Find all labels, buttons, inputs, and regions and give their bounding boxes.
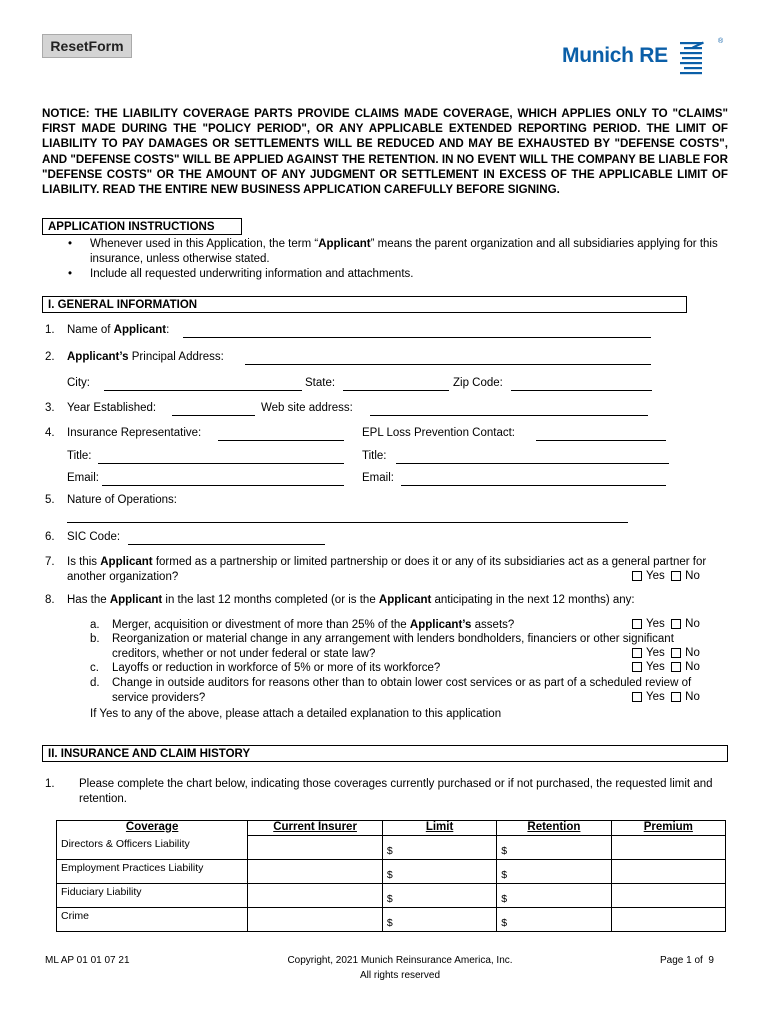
q8c-yes-checkbox[interactable]: [632, 662, 642, 672]
applicant-name-field[interactable]: [183, 326, 651, 338]
table-row: [57, 884, 726, 908]
instruction-item: • Include all requested underwriting information and attachments.: [64, 267, 764, 282]
principal-address-field[interactable]: [245, 353, 651, 365]
instructions-header: APPLICATION INSTRUCTIONS: [42, 218, 242, 235]
question-8a: a. Merger, acquisition or divestment of more than 25% of the Applicant’s assets?: [90, 619, 515, 631]
rep-title-label: Title:: [67, 450, 92, 462]
retention-cell[interactable]: $: [497, 884, 611, 908]
instructions-list: [64, 237, 764, 282]
epl-title-field[interactable]: [396, 452, 669, 464]
reset-form-button[interactable]: ResetForm: [42, 34, 132, 58]
epl-contact-label: EPL Loss Prevention Contact:: [362, 427, 515, 439]
city-label: City:: [67, 377, 90, 389]
q8d-no-checkbox[interactable]: [671, 692, 681, 702]
website-field[interactable]: [370, 404, 648, 416]
state-field[interactable]: [343, 379, 449, 391]
zip-label: Zip Code:: [453, 377, 503, 389]
if-yes-note: If Yes to any of the above, please attach a detailed explanation to this application: [90, 708, 502, 720]
coverage-name: Crime: [57, 908, 248, 932]
question-8b: b. Reorganization or material change in any arrangement with lenders bondholders, financiers or other significant creditors, whether or not under federal or state law?: [90, 633, 674, 660]
sic-code-field[interactable]: [128, 533, 325, 545]
question-2: 2. Applicant’s Principal Address:: [45, 351, 224, 363]
q7-no-checkbox[interactable]: [671, 571, 681, 581]
q8d-yes-no: Yes No: [632, 691, 700, 703]
rep-email-field[interactable]: [102, 474, 344, 486]
notice-text: NOTICE: THE LIABILITY COVERAGE PARTS PROVIDE CLAIMS MADE COVERAGE, WHICH APPLIES ONLY TO "CLAIMS" FIRST MADE DURING THE "POLICY PERIOD", OR ANY APPLICABLE EXTENDED REPORTING PERIOD. THE LIMIT OF LIABILITY TO PAY DAMAGES OR SETTLEMENTS WILL BE REDUCED AND MAY BE EXHAUSTED BY "DEFENSE COSTS", AND "DEFENSE COSTS" WILL BE APPLIED AGAINST THE RETENTION. IN NO EVENT WILL THE COMPANY BE LIABLE FOR "DEFENSE COSTS" OR THE AMOUNT OF ANY JUDGMENT OR SETTLEMENT IN EXCESS OF THE APPLICABLE LIMIT OF LIABILITY. READ THE ENTIRE NEW BUSINESS APPLICATION CAREFULLY BEFORE SIGNING.: [42, 107, 728, 197]
retention-cell[interactable]: $: [497, 908, 611, 932]
header-retention: Retention: [497, 821, 611, 836]
current-insurer-cell[interactable]: [248, 884, 383, 908]
current-insurer-cell[interactable]: [248, 860, 383, 884]
q8b-no-checkbox[interactable]: [671, 648, 681, 658]
form-id: ML AP 01 01 07 21: [45, 955, 130, 966]
year-established-field[interactable]: [172, 404, 255, 416]
header-current-insurer: Current Insurer: [248, 821, 383, 836]
section2-question-1: 1. Please complete the chart below, indicating those coverages currently purchased or if not purchased, the requested limit and retention.: [45, 778, 713, 805]
munich-re-mark-icon: [680, 40, 718, 80]
epl-contact-field[interactable]: [536, 429, 666, 441]
coverage-name: Fiduciary Liability: [57, 884, 248, 908]
q8a-no-checkbox[interactable]: [671, 619, 681, 629]
coverage-table-header: [57, 821, 726, 836]
limit-cell[interactable]: $: [382, 860, 496, 884]
page-number: Page 1 of 9: [660, 955, 714, 966]
retention-cell[interactable]: $: [497, 860, 611, 884]
state-label: State:: [305, 377, 336, 389]
question-3: 3. Year Established:: [45, 402, 157, 414]
premium-cell[interactable]: [611, 860, 725, 884]
retention-cell[interactable]: $: [497, 836, 611, 860]
logo-text: Munich RE: [562, 44, 668, 67]
city-field[interactable]: [104, 379, 302, 391]
question-8c: c. Layoffs or reduction in workforce of 5% or more of its workforce?: [90, 662, 441, 674]
header-limit: Limit: [382, 821, 496, 836]
question-4: 4. Insurance Representative:: [45, 427, 202, 439]
premium-cell[interactable]: [611, 908, 725, 932]
coverage-table: [56, 820, 726, 932]
question-8: 8. Has the Applicant in the last 12 months completed (or is the Applicant anticipating in the next 12 months) any:: [45, 594, 635, 606]
question-5: 5. Nature of Operations:: [45, 494, 177, 506]
epl-email-label: Email:: [362, 472, 394, 484]
q8d-yes-checkbox[interactable]: [632, 692, 642, 702]
question-8d: d. Change in outside auditors for reasons other than to obtain lower cost services or as part of a scheduled review of service providers?: [90, 677, 692, 704]
rights-reserved: All rights reserved: [359, 970, 441, 981]
question-7: 7. Is this Applicant formed as a partnership or limited partnership or does it or any of its subsidiaries act as a general partner for another organization?: [45, 556, 707, 583]
limit-cell[interactable]: $: [382, 908, 496, 932]
table-row: [57, 908, 726, 932]
header-coverage: Coverage: [57, 821, 248, 836]
premium-cell[interactable]: [611, 884, 725, 908]
munich-re-logo: [562, 38, 724, 68]
nature-of-operations-field[interactable]: [67, 511, 628, 523]
copyright: Copyright, 2021 Munich Reinsurance America, Inc.: [287, 955, 513, 966]
question-6: 6. SIC Code:: [45, 531, 121, 543]
q8b-yes-checkbox[interactable]: [632, 648, 642, 658]
premium-cell[interactable]: [611, 836, 725, 860]
q8c-no-checkbox[interactable]: [671, 662, 681, 672]
limit-cell[interactable]: $: [382, 836, 496, 860]
website-label: Web site address:: [261, 402, 353, 414]
epl-title-label: Title:: [362, 450, 387, 462]
limit-cell[interactable]: $: [382, 884, 496, 908]
q7-yes-no: Yes No: [632, 570, 700, 582]
epl-email-field[interactable]: [401, 474, 666, 486]
zip-field[interactable]: [511, 379, 652, 391]
insurance-rep-field[interactable]: [218, 429, 344, 441]
coverage-name: Directors & Officers Liability: [57, 836, 248, 860]
registered-mark: ®: [718, 38, 724, 45]
instruction-item: • Whenever used in this Application, the term “Applicant” means the parent organization and all subsidiaries applying for this insurance, unless otherwise stated.: [64, 237, 764, 267]
header-premium: Premium: [611, 821, 725, 836]
current-insurer-cell[interactable]: [248, 836, 383, 860]
table-row: [57, 836, 726, 860]
q8b-yes-no: Yes No: [632, 647, 700, 659]
current-insurer-cell[interactable]: [248, 908, 383, 932]
q8a-yes-checkbox[interactable]: [632, 619, 642, 629]
section-general-information-header: I. GENERAL INFORMATION: [42, 296, 687, 313]
coverage-name: Employment Practices Liability: [57, 860, 248, 884]
section-insurance-history-header: II. INSURANCE AND CLAIM HISTORY: [42, 745, 728, 762]
q8a-yes-no: Yes No: [632, 618, 700, 630]
question-1: 1. Name of Applicant:: [45, 324, 170, 336]
table-row: [57, 860, 726, 884]
rep-title-field[interactable]: [98, 452, 344, 464]
q7-yes-checkbox[interactable]: [632, 571, 642, 581]
q8c-yes-no: Yes No: [632, 661, 700, 673]
rep-email-label: Email:: [67, 472, 99, 484]
